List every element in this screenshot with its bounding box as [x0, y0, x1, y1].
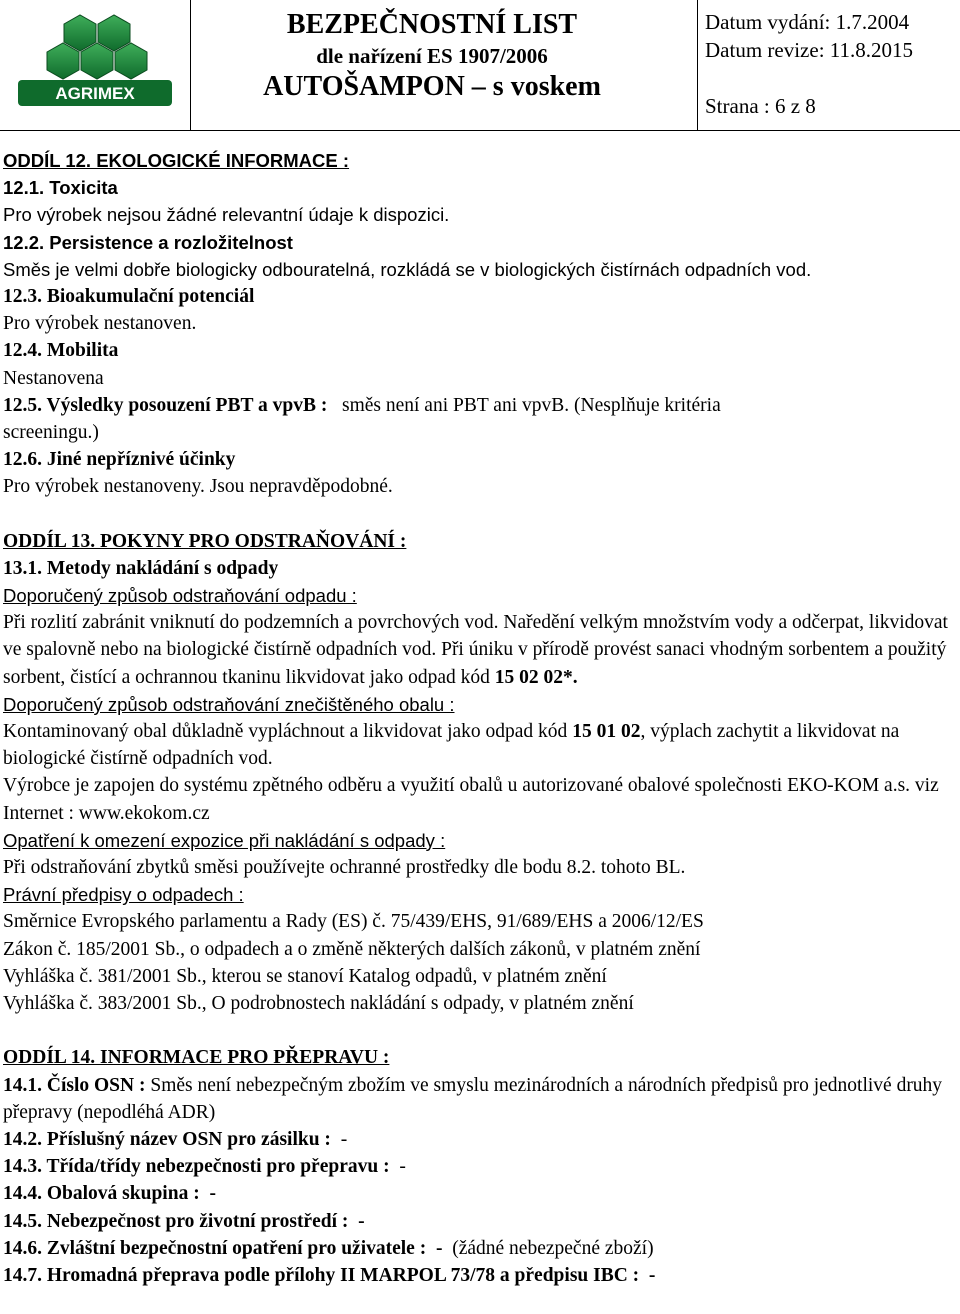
legal-regulations-label: Právní předpisy o odpadech : [3, 884, 244, 906]
packaging-disposal-text: Kontaminovaný obal důkladně vypláchnout a likvidovat jako odpad kód 15 01 02, výplach zachytit a likvidovat na biologické čistírně odpadních vod. [3, 721, 900, 770]
regulation-line-4: Vyhláška č. 383/2001 Sb., O podrobnostech nakládání s odpady, v platném znění [3, 993, 634, 1015]
text-12-5: směs není ani PBT ani vpvB. (Nesplňuje kritéria [341, 394, 721, 416]
section-12-heading: ODDÍL 12. EKOLOGICKÉ INFORMACE : [3, 150, 350, 171]
text-12-4: Nestanovena [3, 367, 104, 389]
page-header [0, 0, 960, 130]
waste-code-1: 15 02 02*. [494, 666, 578, 688]
text-12-5-cont: screeningu.) [3, 422, 99, 444]
issue-date: Datum vydání: 1.7.2004 [705, 10, 910, 34]
regulation-line-1: Směrnice Evropského parlamentu a Rady (ES) č. 75/439/EHS, 91/689/EHS a 2006/12/ES [3, 911, 704, 933]
product-name: AUTOŠAMPON – s voskem [263, 71, 601, 102]
subsection-14-6: 14.6. Zvláštní bezpečnostní opatření pro uživatele : [3, 1237, 427, 1259]
subsection-12-5: 12.5. Výsledky posouzení PBT a vpvB : [3, 394, 328, 416]
subsection-12-4: 12.4. Mobilita [3, 340, 119, 362]
waste-disposal-text: Při rozlití zabránit vniknutí do podzemních a povrchových vod. Naředění velkým množstvím vody a odčerpat, likvidovat ve spalovně nebo na biologické čistírně odpadních vod. Při úniku v přírodě provést sanaci vhodným sorbentem a použitý sorbent, čistící a ochrannou tkaninu likvidovat jako odpad kód 15 02 02*. [3, 612, 948, 688]
subsection-12-3: 12.3. Bioakumulační potenciál [3, 286, 255, 308]
subsection-14-2: 14.2. Příslušný název OSN pro zásilku : [3, 1128, 331, 1150]
header-divider [697, 0, 698, 131]
section-13-heading: ODDÍL 13. POKYNY PRO ODSTRAŇOVÁNÍ : [3, 530, 407, 552]
svg-text:AGRIMEX: AGRIMEX [55, 84, 135, 103]
subsection-12-2: 12.2. Persistence a rozložitelnost [3, 231, 293, 253]
document-title: BEZPEČNOSTNÍ LIST [286, 9, 578, 40]
waste-code-2: 15 01 02 [572, 721, 641, 743]
agrimex-logo [4, 10, 186, 120]
section-14-heading: ODDÍL 14. INFORMACE PRO PŘEPRAVU : [3, 1047, 390, 1069]
regulation-line-2: Zákon č. 185/2001 Sb., o odpadech a o změně některých dalších zákonů, v platném znění [3, 938, 701, 960]
subsection-14-3: 14.3. Třída/třídy nebezpečnosti pro přepravu : [3, 1156, 390, 1178]
subsection-14-7: 14.7. Hromadná přeprava podle přílohy II MARPOL 73/78 a předpisu IBC : [3, 1264, 640, 1286]
ekokom-text: Výrobce je zapojen do systému zpětného odběru a využití obalů u autorizované obalové společnosti EKO-KOM a.s. viz Internet : www.ekokom.cz [3, 775, 939, 824]
regulation-line-3: Vyhláška č. 381/2001 Sb., kterou se stanoví Katalog odpadů, v platném znění [3, 965, 607, 987]
subsection-14-5: 14.5. Nebezpečnost pro životní prostředí : [3, 1210, 349, 1232]
header-bottom-rule [0, 130, 960, 131]
transport-14-1: 14.1. Číslo OSN : Směs není nebezpečným zbožím ve smyslu mezinárodních a národních předpisů pro jednotlivé druhy přepravy (nepodléhá ADR) [3, 1074, 943, 1123]
page-number: Strana : 6 z 8 [705, 94, 816, 118]
exposure-measures-text: Při odstraňování zbytků směsi používejte ochranné prostředky dle bodu 8.2. tohoto BL. [3, 857, 686, 879]
document-body: ODDÍL 12. EKOLOGICKÉ INFORMACE : 12.1. Toxicita Pro výrobek nejsou žádné relevantní údaje k dispozici. 12.2. Persistence a rozložitelnost Směs je velmi dobře biologicky odbouratelná, rozkládá se v biologických čistírnách odpadních vod. 12.3. Bioakumulační potenciál Pro výrobek nestanoven. 12.4. Mobilita Nestanovena 12.5. Výsledky posouzení PBT a vpvB : směs není ani PBT ani vpvB. (Nesplňuje kritéria screeningu.) 12.6. Jiné nepříznivé účinky Pro výrobek nestanoveny. Jsou nepravděpodobné. ODDÍL 13. POKYNY PRO ODSTRAŇOVÁNÍ : 13.1. Metody nakládání s odpady Doporučený způsob odstraňování odpadu : Při rozlití zabránit vniknutí do podzemních a povrchových vod. Naředění velkým množstvím vody a odčerpat, likvidovat ve spalovně nebo na biologické čistírně odpadních vod. Při úniku v přírodě provést sanaci vhodným sorbentem a použitý sorbent, čistící a ochrannou tkaninu likvidovat jako odpad kód 15 02 02*. Doporučený způsob odstraňování znečištěného obalu : Kontaminovaný obal důkladně vypláchnout a likvidovat jako odpad kód 15 01 02, výplach zachytit a likvidovat na biologické čistírně odpadních vod. Výrobce je zapojen do systému zpětného odběru a využití obalů u autorizované obalové společnosti EKO-KOM a.s. viz Internet : www.ekokom.cz Opatření k omezení expozice při nakládání s odpady : Při odstraňování zbytků směsi používejte ochranné prostředky dle bodu 8.2. tohoto BL. Právní předpisy o odpadech : Směrnice Evropského parlamentu a Rady (ES) č. 75/439/EHS, 91/689/EHS a 2006/12/ES Zákon č. 185/2001 Sb., o odpadech a o změně některých dalších zákonů, v platném znění Vyhláška č. 381/2001 Sb., kterou se stanoví Katalog odpadů, v platném znění Vyhláška č. 383/2001 Sb., O podrobnostech nakládání s odpady, v platném znění ODDÍL 14. INFORMACE PRO PŘEPRAVU : 14.1. Číslo OSN : Směs není nebezpečným zbožím ve smyslu mezinárodních a národních předpisů pro jednotlivé druhy přepravy (nepodléhá ADR) 14.2. Příslušný název OSN pro zásilku : - 14.3. Třída/třídy nebezpečnosti pro přepravu : - 14.4. Obalová skupina : - 14.5. Nebezpečnost pro životní prostředí : - 14.6. Zvláštní bezpečnostní opatření pro uživatele : - (žádné nebezpečné zboží) 14.7. Hromadná přeprava podle přílohy II MARPOL 73/78 a předpisu IBC : - [3, 147, 957, 1289]
dates-block [705, 8, 955, 120]
regulation-line: dle nařízení ES 1907/2006 [316, 44, 548, 68]
text-12-6: Pro výrobek nestanoveny. Jsou nepravděpodobné. [3, 476, 393, 498]
subsection-13-1: 13.1. Metody nakládání s odpady [3, 557, 279, 579]
subsection-14-4: 14.4. Obalová skupina : [3, 1183, 200, 1205]
text-12-1: Pro výrobek nejsou žádné relevantní údaje k dispozici. [3, 204, 450, 226]
packaging-disposal-label: Doporučený způsob odstraňování znečištěného obalu : [3, 693, 455, 715]
text-12-3: Pro výrobek nestanoven. [3, 313, 197, 335]
subsection-12-6: 12.6. Jiné nepříznivé účinky [3, 449, 236, 471]
subsection-12-1: 12.1. Toxicita [3, 177, 118, 199]
header-divider [190, 0, 191, 131]
waste-disposal-label: Doporučený způsob odstraňování odpadu : [3, 585, 357, 607]
revision-date: Datum revize: 11.8.2015 [705, 38, 914, 62]
document-title-block [192, 8, 672, 104]
text-12-2: Směs je velmi dobře biologicky odbouratelná, rozkládá se v biologických čistírnách odpadních vod. [3, 258, 812, 280]
exposure-measures-label: Opatření k omezení expozice při nakládání s odpady : [3, 829, 446, 851]
